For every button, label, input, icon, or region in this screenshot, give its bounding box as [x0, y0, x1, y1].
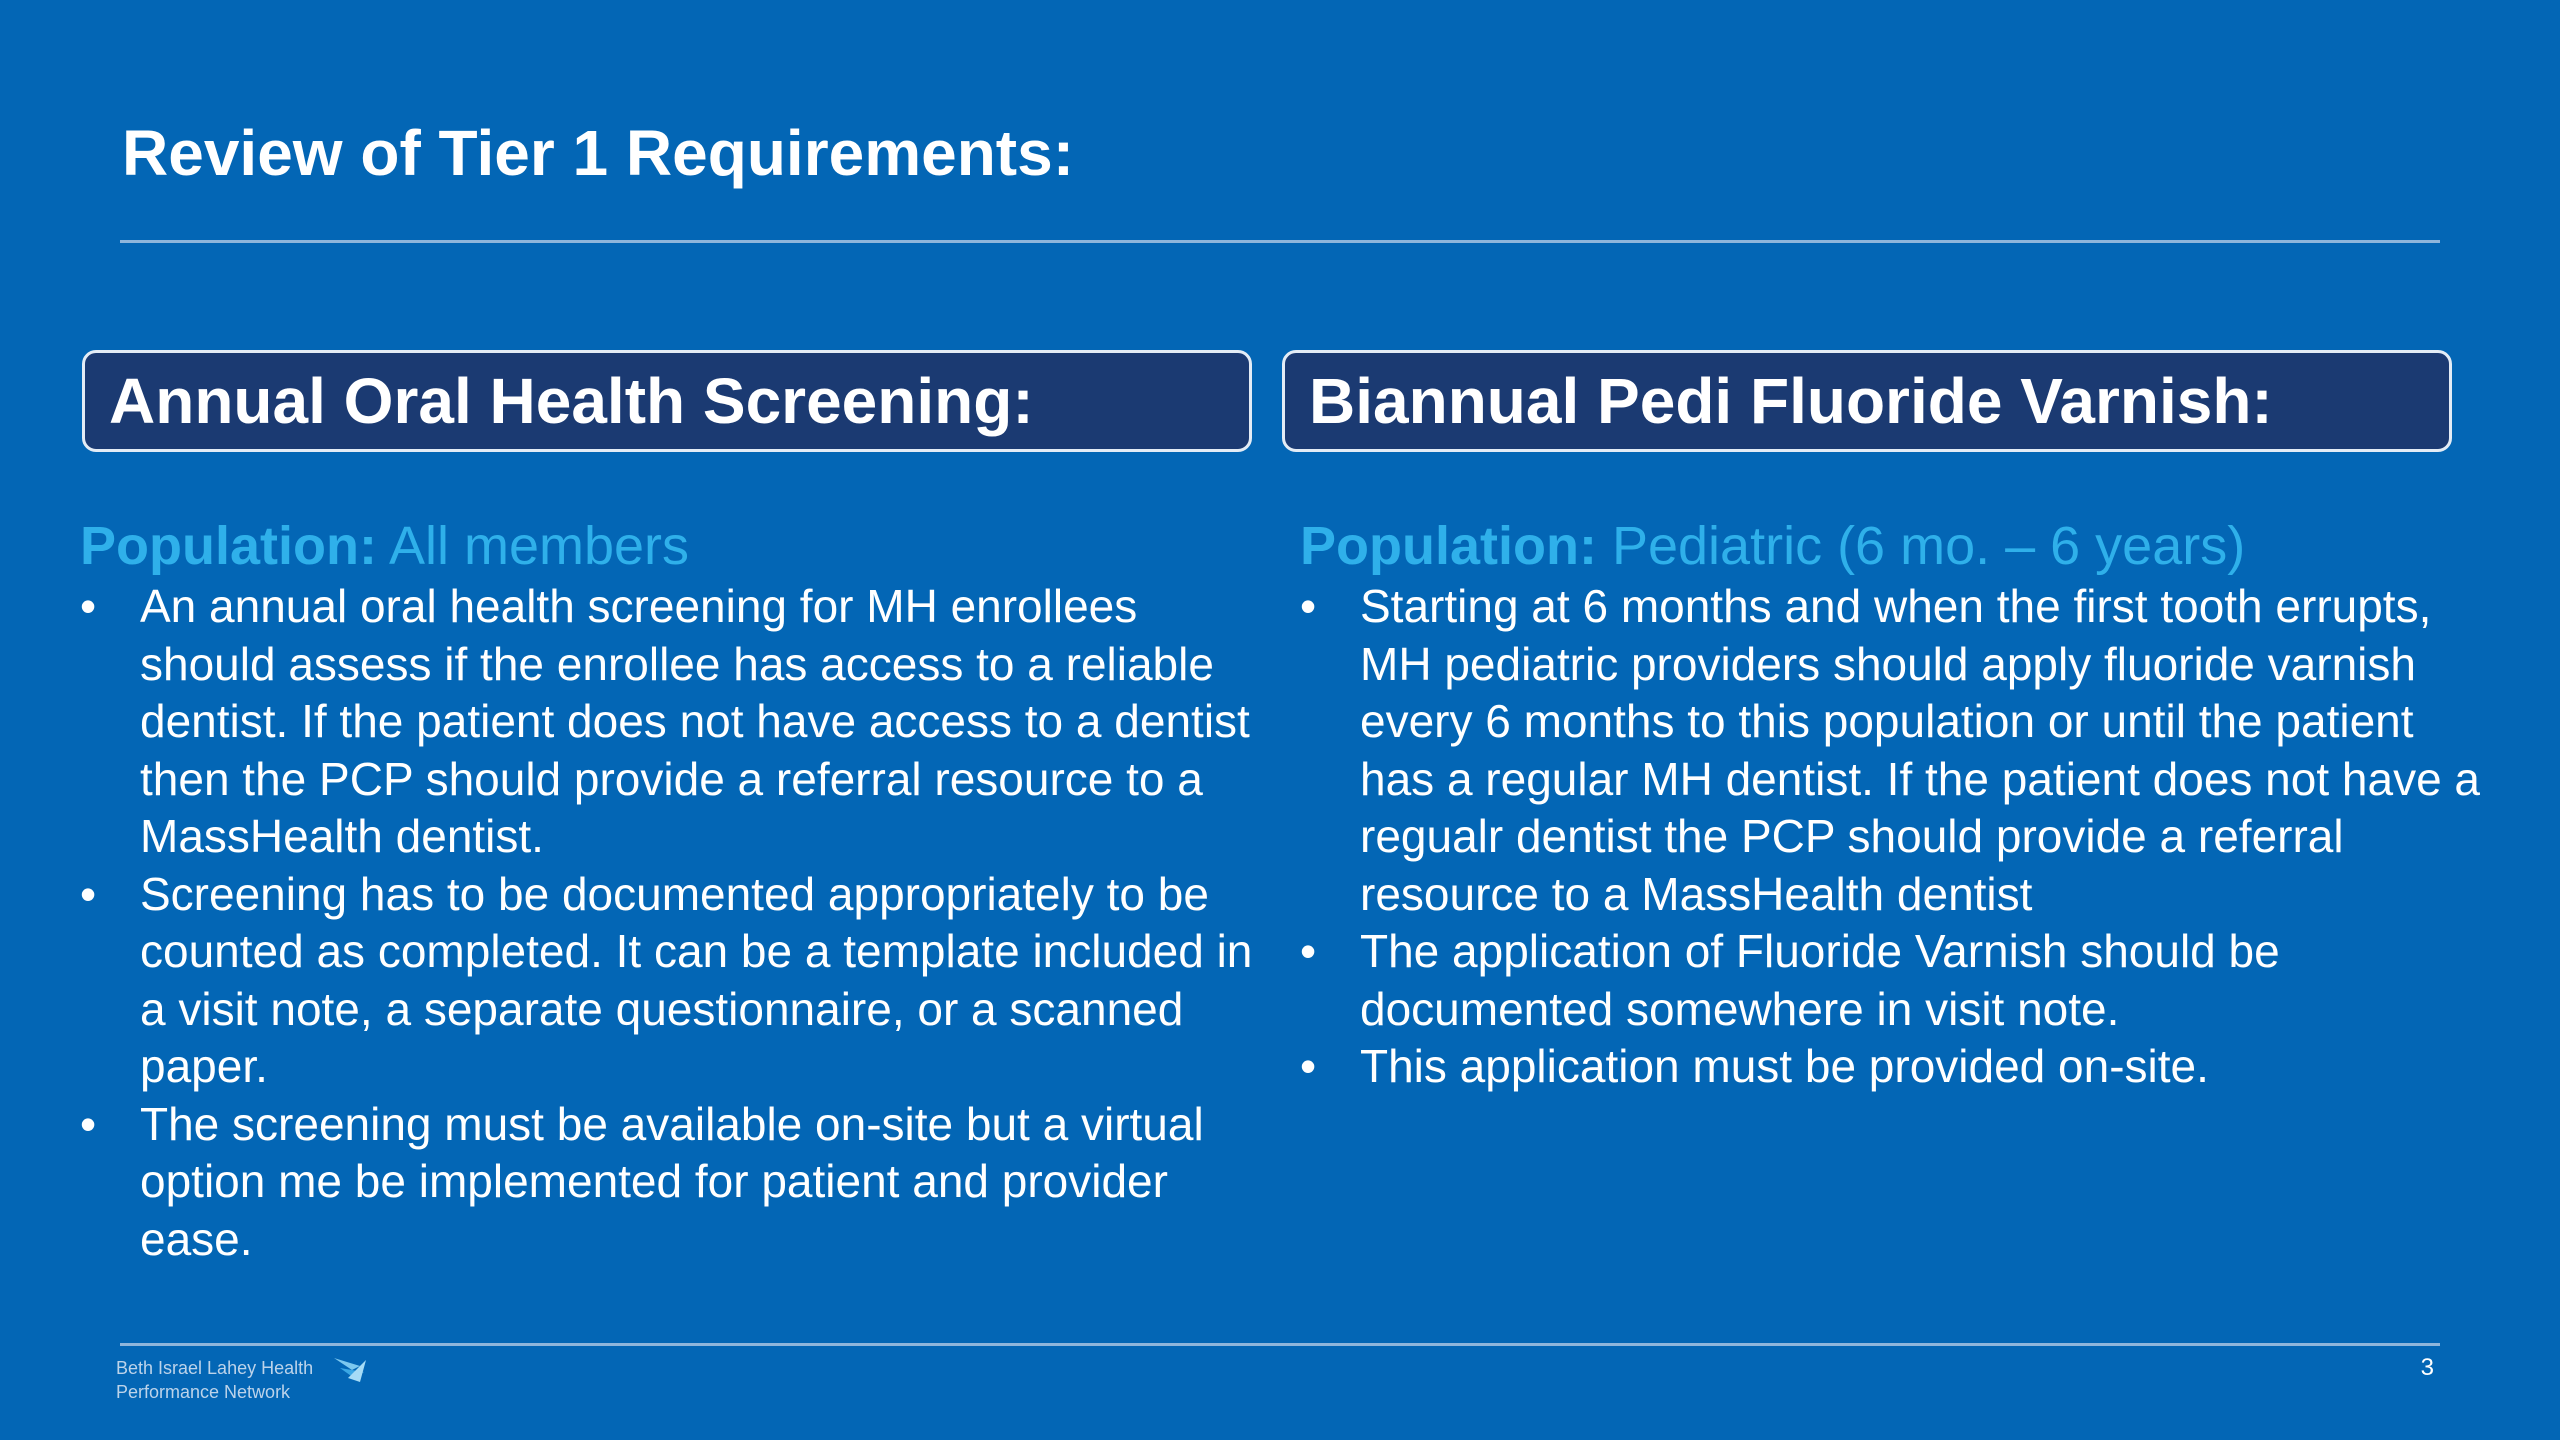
right-column-header-text: Biannual Pedi Fluoride Varnish: — [1309, 365, 2273, 437]
left-population-label: Population: — [80, 516, 377, 576]
right-population-line — [1300, 514, 2500, 578]
left-bullet-item: • An annual oral health screening for MH enrollees should assess if the enrollee has access to a reliable dentist. If the patient does not have access to a dentist then the PCP should provide a referral resource to a MassHealth dentist. — [80, 578, 1280, 866]
logo-line-2: Performance Network — [116, 1382, 291, 1402]
logo-line-1: Beth Israel Lahey Health — [116, 1358, 314, 1378]
organization-logo — [116, 1356, 376, 1420]
right-population-label: Population: — [1300, 516, 1597, 576]
left-bullet-item: • Screening has to be documented appropriately to be counted as completed. It can be a template included in a visit note, a separate questionnaire, or a scanned paper. — [80, 866, 1280, 1096]
left-population-line — [80, 514, 1280, 578]
left-bullet-item: • The screening must be available on-site but a virtual option me be implemented for patient and provider ease. — [80, 1096, 1280, 1269]
right-column-header — [1282, 350, 2452, 452]
right-bullet-item: • This application must be provided on-site. — [1300, 1038, 2500, 1096]
right-population-value: Pediatric (6 mo. – 6 years) — [1611, 516, 2246, 576]
left-bullet-list — [80, 578, 1280, 1268]
right-bullet-item: • Starting at 6 months and when the first tooth errupts, MH pediatric providers should apply fluoride varnish every 6 months to this population or until the patient has a regular MH dentist. If the patient does not have a regualr dentist the PCP should provide a referral resource to a MassHealth dentist — [1300, 578, 2500, 923]
right-bullet-item: • The application of Fluoride Varnish should be documented somewhere in visit note. — [1300, 923, 2500, 1038]
slide-title: Review of Tier 1 Requirements: — [122, 117, 1074, 189]
left-column-body — [80, 514, 1280, 1268]
bird-icon — [330, 1352, 370, 1392]
left-column-header-text: Annual Oral Health Screening: — [109, 365, 1034, 437]
right-bullet-list — [1300, 578, 2500, 1096]
left-column-header — [82, 350, 1252, 452]
left-population-value: All members — [388, 516, 690, 576]
footer-divider — [120, 1343, 2440, 1346]
page-number: 3 — [2420, 1354, 2434, 1381]
title-divider — [120, 240, 2440, 243]
right-column-body — [1300, 514, 2500, 1096]
